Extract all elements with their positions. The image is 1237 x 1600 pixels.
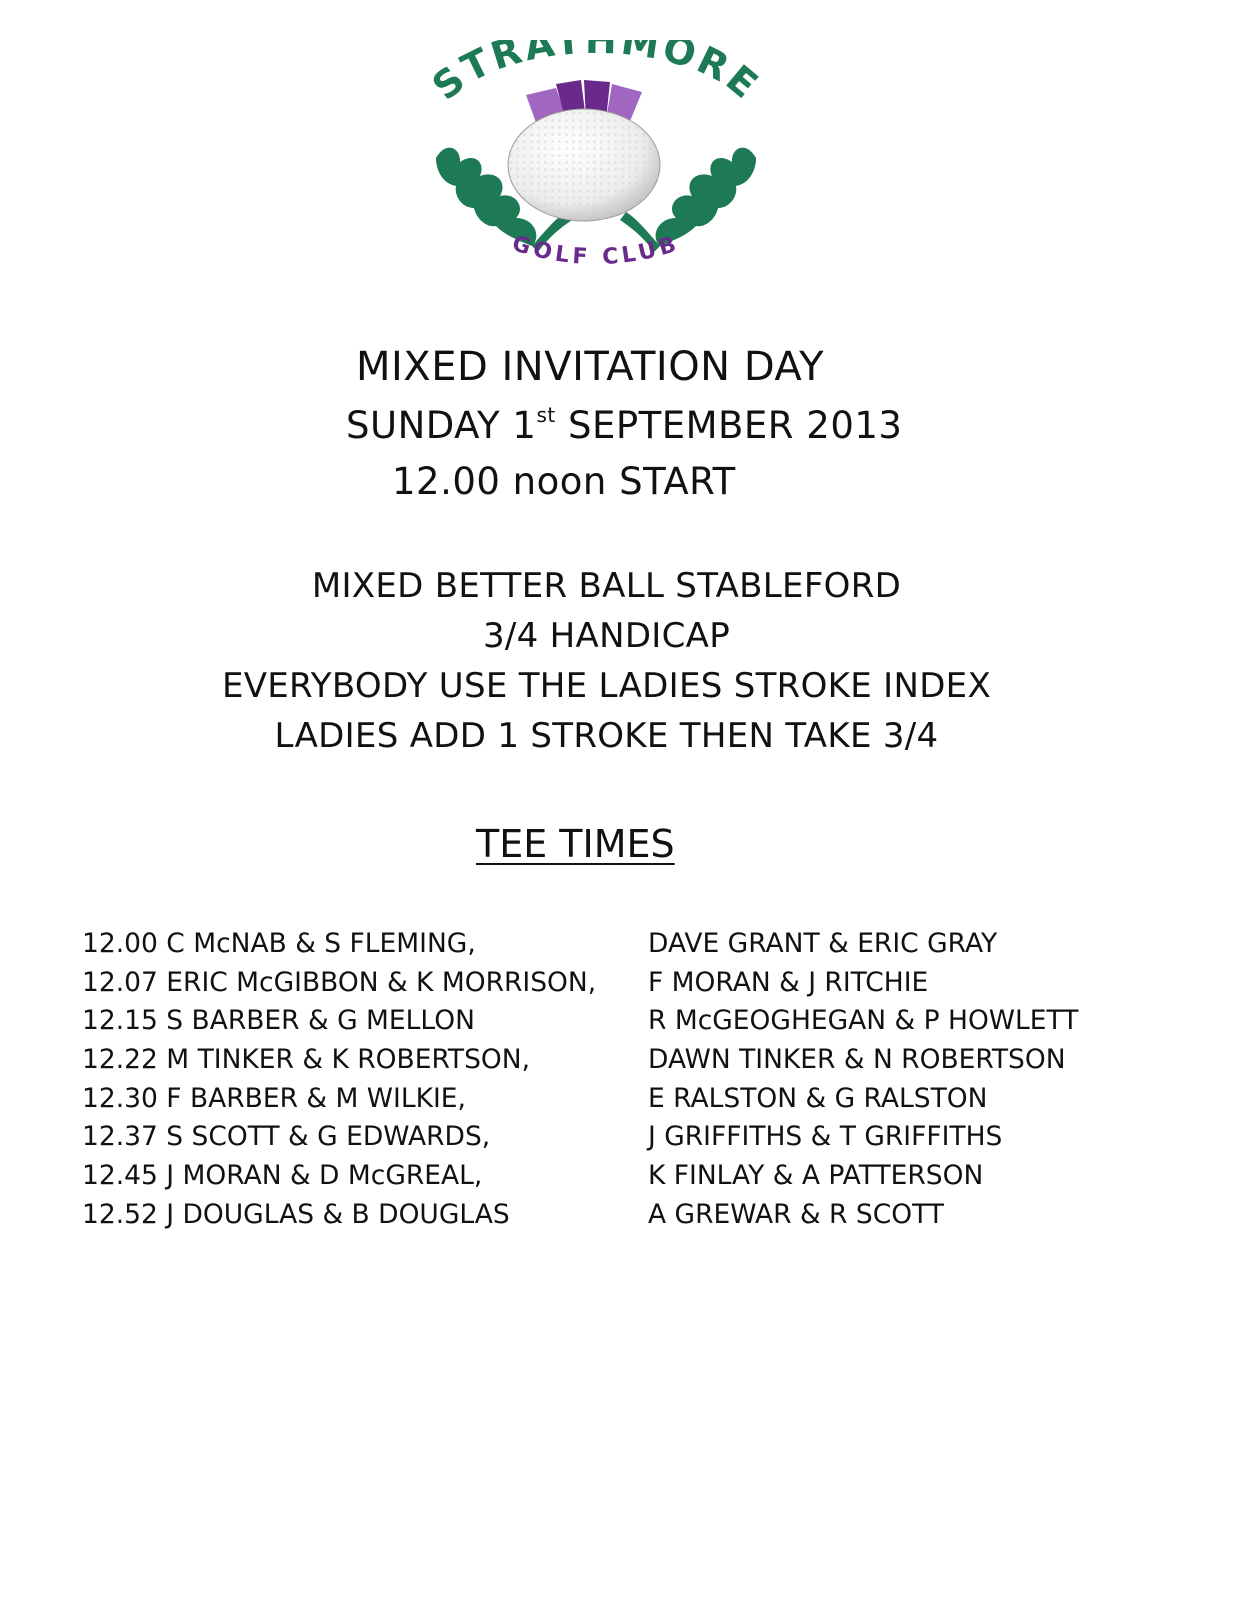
tee-time-row <box>80 928 1140 967</box>
tee-time-row <box>80 1083 1140 1122</box>
tee-time-right-pair: J GRIFFITHS & T GRIFFITHS <box>648 1121 1003 1153</box>
tee-time-row <box>80 1005 1140 1044</box>
event-date-rest: SEPTEMBER 2013 <box>555 404 903 447</box>
tee-times-heading: TEE TIMES <box>476 822 675 866</box>
event-date-ordinal: st <box>536 403 556 427</box>
tee-time-row <box>80 1199 1140 1238</box>
tee-time-left-pair: 12.52 J DOUGLAS & B DOUGLAS <box>82 1198 510 1230</box>
logo-top-text: STRATHMORE <box>423 40 769 109</box>
tee-time-left-pair: 12.45 J MORAN & D McGREAL, <box>82 1160 483 1192</box>
tee-time-row <box>80 1121 1140 1160</box>
rule-handicap: 3/4 HANDICAP <box>482 616 731 656</box>
tee-times-list <box>80 928 1140 1238</box>
tee-time-row <box>80 1160 1140 1199</box>
tee-time-right-pair: K FINLAY & A PATTERSON <box>648 1160 984 1192</box>
event-date <box>346 404 902 447</box>
rule-ladies-adjustment: LADIES ADD 1 STROKE THEN TAKE 3/4 <box>274 716 939 756</box>
tee-time-right-pair: E RALSTON & G RALSTON <box>648 1082 988 1114</box>
tee-time-left-pair: 12.37 S SCOTT & G EDWARDS, <box>82 1121 491 1153</box>
tee-time-right-pair: DAWN TINKER & N ROBERTSON <box>648 1044 1066 1076</box>
tee-time-right-pair: DAVE GRANT & ERIC GRAY <box>648 928 998 959</box>
event-date-prefix: SUNDAY 1 <box>346 404 537 447</box>
tee-time-right-pair: F MORAN & J RITCHIE <box>648 966 929 998</box>
tee-time-left-pair: 12.07 ERIC McGIBBON & K MORRISON, <box>82 966 597 998</box>
tee-time-left-pair: 12.00 C McNAB & S FLEMING, <box>82 928 476 959</box>
rule-stroke-index: EVERYBODY USE THE LADIES STROKE INDEX <box>221 666 992 706</box>
tee-time-row <box>80 967 1140 1006</box>
tee-time-row <box>80 1044 1140 1083</box>
logo-bottom-text: GOLF CLUB <box>509 231 683 271</box>
tee-time-right-pair: A GREWAR & R SCOTT <box>648 1198 944 1230</box>
tee-time-left-pair: 12.30 F BARBER & M WILKIE, <box>82 1082 466 1114</box>
tee-time-right-pair: R McGEOGHEGAN & P HOWLETT <box>648 1005 1079 1037</box>
event-title: MIXED INVITATION DAY <box>356 344 825 390</box>
tee-time-left-pair: 12.15 S BARBER & G MELLON <box>82 1005 475 1037</box>
tee-time-left-pair: 12.22 M TINKER & K ROBERTSON, <box>82 1044 531 1076</box>
thistle-golf-ball-logo <box>416 40 776 285</box>
club-logo <box>416 40 776 285</box>
rule-format: MIXED BETTER BALL STABLEFORD <box>311 566 902 606</box>
golf-ball-icon <box>508 109 660 221</box>
event-start-time: 12.00 noon START <box>392 460 736 503</box>
